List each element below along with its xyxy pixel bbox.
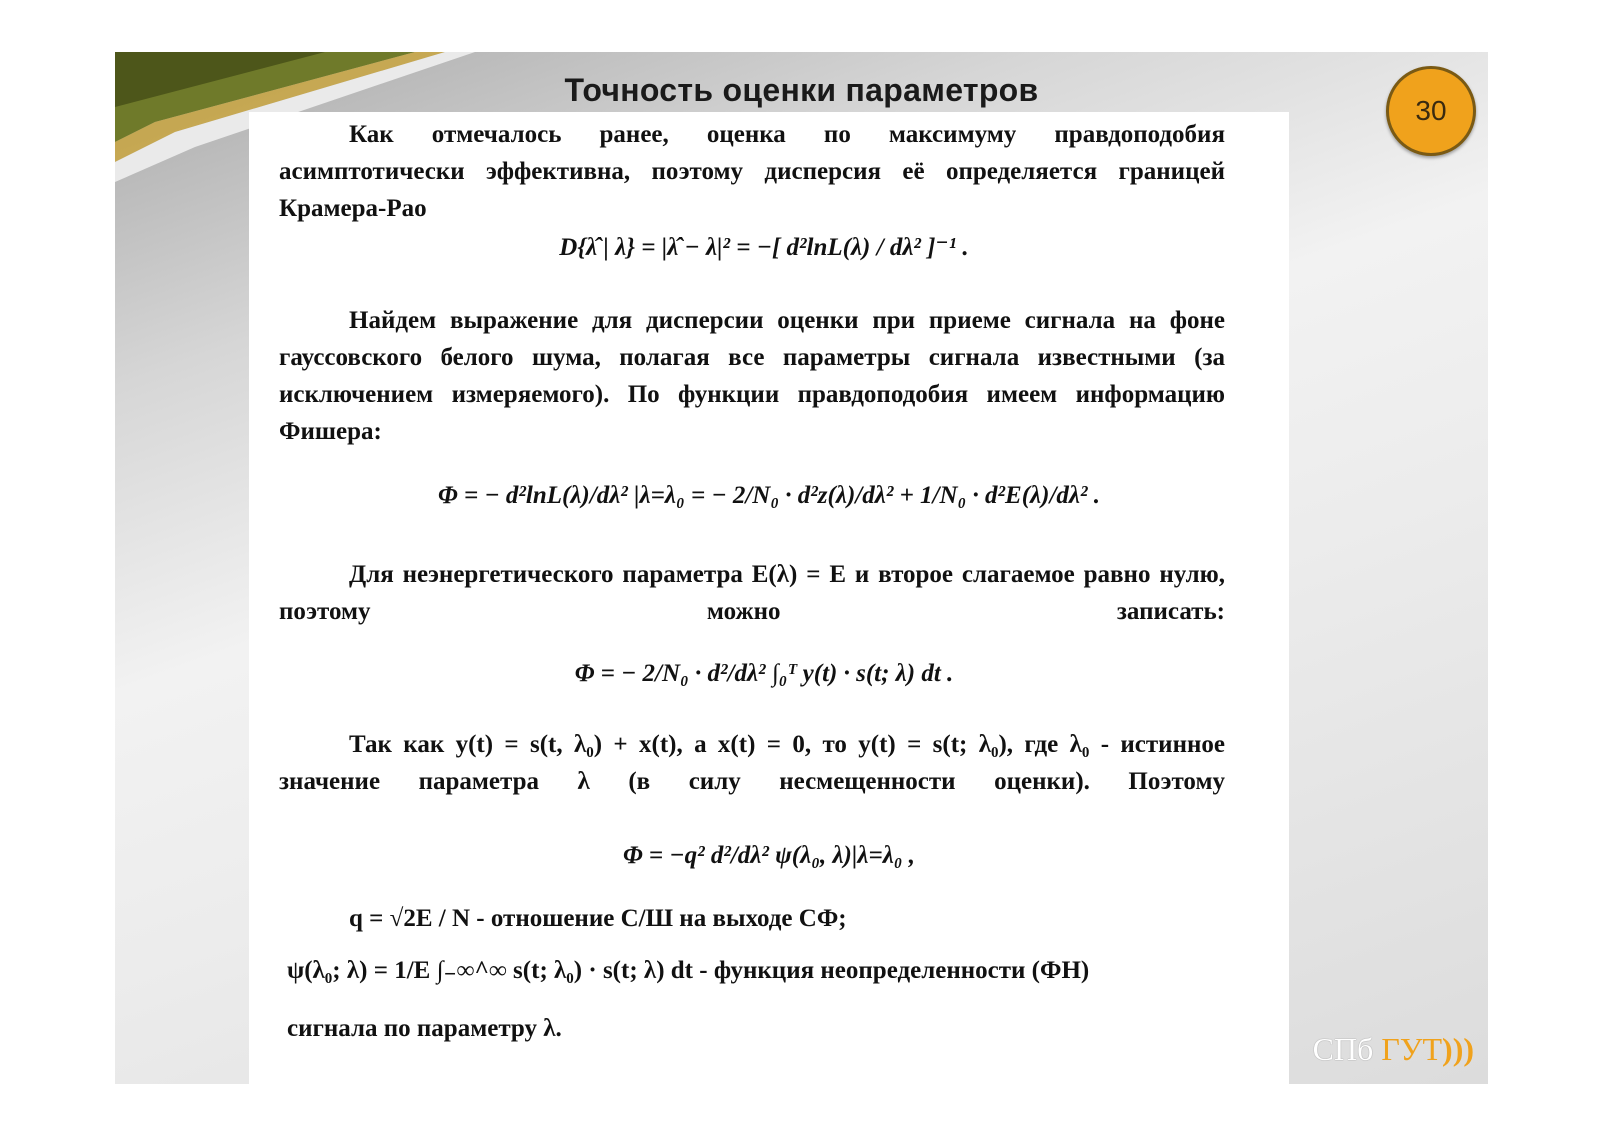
formula-ambiguity: Φ = −q² d²/dλ² ψ(λ₀, λ)|λ=λ₀ , [622,842,916,869]
definition-psi-end: сигнала по параметру λ. [287,1015,562,1042]
page-number-badge: 30 [1386,66,1476,156]
logo-part-1: СПб [1312,1031,1382,1067]
formula-cramer-rao: D{λ̂ | λ} = |λ̂ − λ|² = −[ d²lnL(λ) / dλ² ]⁻¹ . [559,234,969,261]
sut-logo [1313,1031,1474,1068]
paragraph-1: Как отмечалось ранее, оценка по максимуму правдоподобия асимптотически эффективна, поэтому дисперсия её определяется границей Крамера-Рао [279,121,1225,222]
paragraph-4: Так как y(t) = s(t, λ₀) + x(t), а x(t) = 0, то y(t) = s(t; λ₀), где λ₀ - истинное значение параметра λ (в силу несмещенности оценки). Поэтому [279,731,1225,795]
paragraph-2: Найдем выражение для дисперсии оценки при приеме сигнала на фоне гауссовского белого шума, полагая все параметры сигнала известными (за исключением измеряемого). По функции правдоподобия имеем информацию Фишера: [279,307,1225,445]
definition-psi: ψ(λ₀; λ) = 1/E ∫₋∞^∞ s(t; λ₀) · s(t; λ) dt - функция неопределенности (ФН) [287,957,1090,984]
logo-waves-icon: ))) [1442,1031,1474,1067]
formula-fisher-info: Φ = − d²lnL(λ)/dλ² |λ=λ₀ = − 2/N₀ · d²z(λ)/dλ² + 1/N₀ · d²E(λ)/dλ² . [438,482,1100,509]
definition-q: q = √2E / N - отношение С/Ш на выходе СФ; [349,905,847,932]
document-scan [249,112,1289,1084]
paragraph-3: Для неэнергетического параметра E(λ) = E и второе слагаемое равно нулю, поэтому можно записать: [279,561,1225,625]
slide [115,52,1488,1084]
slide-title: Точность оценки параметров [564,72,1039,108]
formula-fisher-integral: Φ = − 2/N₀ · d²/dλ² ∫₀ᵀ y(t) · s(t; λ) dt . [574,660,954,687]
logo-part-2: ГУТ [1381,1031,1443,1067]
